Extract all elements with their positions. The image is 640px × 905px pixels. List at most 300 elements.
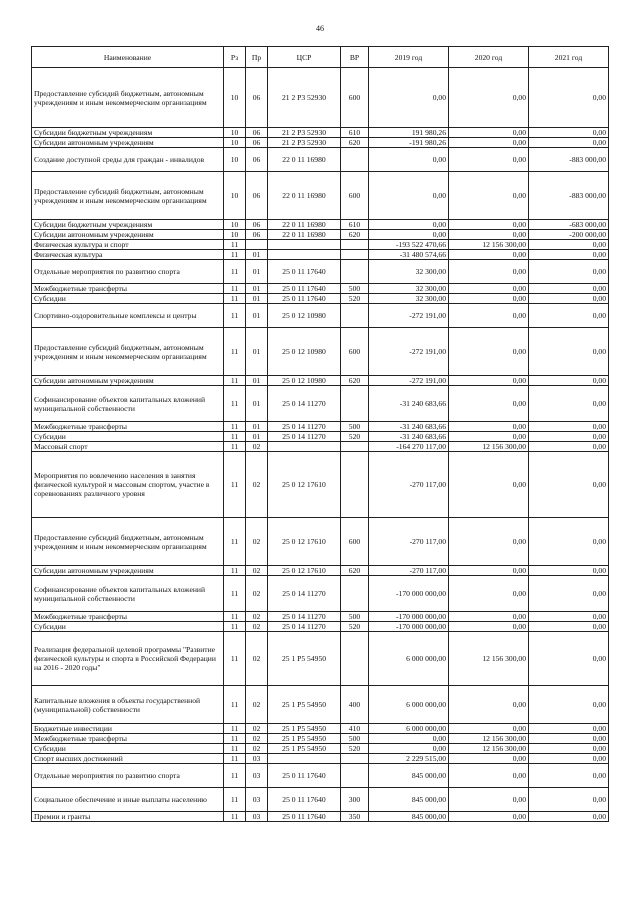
table-row [32,284,609,294]
cell-name: Физическая культура и спорт [32,240,224,250]
cell-2020: 0,00 [449,518,529,566]
cell-2021: 0,00 [529,518,609,566]
cell-pr: 06 [246,148,268,172]
cell-csr: 25 0 11 17640 [268,294,341,304]
cell-2021: 0,00 [529,422,609,432]
cell-2021: 0,00 [529,632,609,686]
cell-2019: -170 000 000,00 [369,576,449,612]
table-row [32,812,609,822]
cell-rz: 11 [224,304,246,328]
cell-2021: 0,00 [529,744,609,754]
cell-pr: 02 [246,442,268,452]
table-row [32,734,609,744]
cell-2021: 0,00 [529,284,609,294]
cell-2019: 0,00 [369,744,449,754]
header-2019: 2019 год [369,47,449,68]
cell-vr: 620 [341,376,369,386]
cell-2019: -191 980,26 [369,138,449,148]
table-row [32,294,609,304]
cell-name: Субсидии автономным учреждениям [32,138,224,148]
cell-name: Межбюджетные трансферты [32,612,224,622]
cell-pr: 06 [246,138,268,148]
cell-2021: -683 000,00 [529,220,609,230]
cell-name: Предоставление субсидий бюджетным, автономным учреждениям и иным некоммерческим организациям [32,172,224,220]
cell-2021: 0,00 [529,386,609,422]
table-row [32,304,609,328]
cell-rz: 11 [224,764,246,788]
cell-2020: 0,00 [449,576,529,612]
cell-2019: 6 000 000,00 [369,724,449,734]
cell-pr: 02 [246,566,268,576]
cell-2019: -31 240 683,66 [369,386,449,422]
cell-vr: 610 [341,128,369,138]
cell-csr: 25 0 12 10980 [268,328,341,376]
cell-pr: 01 [246,304,268,328]
cell-csr: 25 1 P5 54950 [268,744,341,754]
cell-2021: 0,00 [529,452,609,518]
table-row [32,250,609,260]
cell-rz: 10 [224,220,246,230]
cell-name: Реализация федеральной целевой программы "Развитие физической культуры и спорта в Российской Федерации на 2016 - 2020 годы" [32,632,224,686]
cell-2021: 0,00 [529,250,609,260]
cell-rz: 10 [224,172,246,220]
cell-2019: 845 000,00 [369,764,449,788]
cell-pr: 02 [246,518,268,566]
cell-2020: 0,00 [449,612,529,622]
cell-csr: 25 0 12 10980 [268,376,341,386]
cell-vr: 300 [341,788,369,812]
cell-2021: -200 000,00 [529,230,609,240]
cell-pr: 02 [246,632,268,686]
cell-rz: 11 [224,518,246,566]
cell-csr: 25 0 11 17640 [268,284,341,294]
cell-csr: 25 0 11 17640 [268,788,341,812]
cell-name: Отдельные мероприятия по развитию спорта [32,260,224,284]
cell-2020: 0,00 [449,250,529,260]
table-row [32,230,609,240]
page-number: 46 [316,24,324,33]
cell-rz: 11 [224,376,246,386]
cell-2021: -883 000,00 [529,148,609,172]
cell-csr: 22 0 11 16980 [268,172,341,220]
cell-name: Субсидии автономным учреждениям [32,376,224,386]
cell-rz: 11 [224,432,246,442]
cell-name: Субсидии бюджетным учреждениям [32,128,224,138]
cell-2021: 0,00 [529,754,609,764]
cell-csr: 25 0 14 11270 [268,386,341,422]
table-row [32,686,609,724]
cell-rz: 11 [224,284,246,294]
cell-pr: 03 [246,764,268,788]
cell-2020: 12 156 300,00 [449,632,529,686]
cell-2020: 0,00 [449,260,529,284]
cell-pr: 01 [246,294,268,304]
cell-2020: 12 156 300,00 [449,442,529,452]
cell-rz: 11 [224,632,246,686]
cell-2019: -270 117,00 [369,566,449,576]
table-row [32,442,609,452]
cell-2021: 0,00 [529,566,609,576]
cell-csr: 25 1 P5 54950 [268,686,341,724]
table-row [32,612,609,622]
cell-2020: 0,00 [449,566,529,576]
cell-2020: 12 156 300,00 [449,240,529,250]
cell-2019: -272 191,00 [369,304,449,328]
cell-2021: 0,00 [529,328,609,376]
cell-vr [341,250,369,260]
cell-csr [268,240,341,250]
cell-2019: -170 000 000,00 [369,622,449,632]
table-row [32,328,609,376]
cell-rz: 11 [224,724,246,734]
cell-2020: 0,00 [449,148,529,172]
header-csr: ЦСР [268,47,341,68]
cell-2020: 0,00 [449,230,529,240]
cell-2019: 0,00 [369,68,449,128]
cell-2019: 0,00 [369,230,449,240]
table-row [32,240,609,250]
cell-pr: 03 [246,812,268,822]
cell-name: Субсидии [32,294,224,304]
cell-rz: 10 [224,68,246,128]
cell-2020: 0,00 [449,812,529,822]
cell-name: Софинансирование объектов капитальных вложений муниципальной собственности [32,386,224,422]
cell-rz: 11 [224,576,246,612]
cell-pr: 02 [246,724,268,734]
cell-pr: 01 [246,328,268,376]
table-header-row [32,47,609,68]
cell-pr: 02 [246,622,268,632]
cell-vr: 620 [341,230,369,240]
cell-2021: 0,00 [529,128,609,138]
cell-2020: 12 156 300,00 [449,744,529,754]
cell-name: Отдельные мероприятия по развитию спорта [32,764,224,788]
table-row [32,128,609,138]
cell-vr: 520 [341,622,369,632]
cell-2019: -31 480 574,66 [369,250,449,260]
cell-vr: 520 [341,744,369,754]
table-row [32,260,609,284]
table-row [32,422,609,432]
cell-csr: 25 0 11 17640 [268,764,341,788]
cell-rz: 11 [224,260,246,284]
cell-vr [341,764,369,788]
cell-vr: 600 [341,328,369,376]
cell-name: Предоставление субсидий бюджетным, автономным учреждениям и иным некоммерческим организациям [32,68,224,128]
header-name: Наименование [32,47,224,68]
cell-2020: 0,00 [449,328,529,376]
cell-2019: 2 229 515,00 [369,754,449,764]
cell-vr: 520 [341,294,369,304]
table-row [32,138,609,148]
cell-pr: 01 [246,284,268,294]
cell-csr [268,250,341,260]
cell-2020: 0,00 [449,138,529,148]
cell-vr [341,260,369,284]
cell-rz: 11 [224,566,246,576]
cell-name: Субсидии автономным учреждениям [32,566,224,576]
cell-2020: 0,00 [449,376,529,386]
cell-csr: 25 0 14 11270 [268,432,341,442]
header-rz: Рз [224,47,246,68]
table-row [32,452,609,518]
cell-vr: 600 [341,172,369,220]
cell-2020: 12 156 300,00 [449,734,529,744]
table-row [32,576,609,612]
cell-2020: 0,00 [449,68,529,128]
cell-pr: 06 [246,172,268,220]
cell-name: Мероприятия по вовлечению населения в занятия физической культурой и массовым спортом, участие в соревнованиях различного уровня [32,452,224,518]
cell-2019: -270 117,00 [369,452,449,518]
cell-2020: 0,00 [449,220,529,230]
cell-vr [341,386,369,422]
cell-2021: 0,00 [529,432,609,442]
cell-rz: 11 [224,788,246,812]
cell-csr: 25 0 11 17640 [268,812,341,822]
cell-pr: 02 [246,576,268,612]
cell-2020: 0,00 [449,422,529,432]
cell-2019: -164 270 117,00 [369,442,449,452]
cell-rz: 10 [224,230,246,240]
cell-name: Межбюджетные трансферты [32,284,224,294]
cell-vr: 600 [341,518,369,566]
table-row [32,788,609,812]
cell-2020: 0,00 [449,386,529,422]
cell-csr: 25 0 14 11270 [268,622,341,632]
cell-2021: 0,00 [529,294,609,304]
cell-2021: 0,00 [529,260,609,284]
cell-name: Физическая культура [32,250,224,260]
cell-vr: 500 [341,422,369,432]
cell-name: Межбюджетные трансферты [32,734,224,744]
header-vr: ВР [341,47,369,68]
cell-2020: 0,00 [449,172,529,220]
cell-name: Субсидии [32,622,224,632]
cell-rz: 11 [224,250,246,260]
cell-csr: 21 2 P3 52930 [268,138,341,148]
cell-2019: -193 522 470,66 [369,240,449,250]
cell-2019: 32 300,00 [369,260,449,284]
cell-vr [341,304,369,328]
cell-vr: 500 [341,734,369,744]
cell-csr [268,442,341,452]
cell-csr: 22 0 11 16980 [268,230,341,240]
cell-csr: 25 0 12 17610 [268,566,341,576]
cell-pr: 02 [246,686,268,724]
cell-2021: 0,00 [529,612,609,622]
cell-2019: 0,00 [369,734,449,744]
cell-csr: 21 2 P3 52930 [268,68,341,128]
table-body [32,68,609,822]
cell-vr [341,442,369,452]
cell-pr: 03 [246,788,268,812]
header-2020: 2020 год [449,47,529,68]
cell-csr: 25 0 12 10980 [268,304,341,328]
cell-vr [341,576,369,612]
cell-name: Массовый спорт [32,442,224,452]
cell-2020: 0,00 [449,304,529,328]
cell-rz: 11 [224,294,246,304]
cell-name: Бюджетные инвестиции [32,724,224,734]
cell-rz: 10 [224,128,246,138]
cell-csr: 22 0 11 16980 [268,220,341,230]
table-row [32,622,609,632]
cell-2020: 0,00 [449,284,529,294]
cell-vr: 500 [341,284,369,294]
cell-pr: 06 [246,128,268,138]
table-row [32,386,609,422]
table-row [32,172,609,220]
cell-pr: 06 [246,230,268,240]
cell-name: Спортивно-оздоровительные комплексы и центры [32,304,224,328]
cell-pr: 03 [246,754,268,764]
cell-rz: 11 [224,686,246,724]
cell-2021: 0,00 [529,622,609,632]
cell-2021: 0,00 [529,764,609,788]
cell-vr: 620 [341,138,369,148]
table-row [32,518,609,566]
cell-pr: 02 [246,734,268,744]
cell-2020: 0,00 [449,622,529,632]
cell-pr: 02 [246,452,268,518]
cell-vr: 610 [341,220,369,230]
table-row [32,764,609,788]
budget-table [31,46,609,822]
table-row [32,754,609,764]
cell-pr: 01 [246,432,268,442]
cell-rz: 11 [224,240,246,250]
cell-rz: 11 [224,328,246,376]
table-row [32,744,609,754]
cell-csr: 25 1 P5 54950 [268,724,341,734]
cell-2019: -170 000 000,00 [369,612,449,622]
cell-2020: 0,00 [449,788,529,812]
cell-vr: 500 [341,612,369,622]
cell-2020: 0,00 [449,754,529,764]
cell-csr [268,754,341,764]
cell-2020: 0,00 [449,432,529,442]
cell-name: Социальное обеспечение и иные выплаты населению [32,788,224,812]
cell-2019: 0,00 [369,172,449,220]
cell-2021: 0,00 [529,442,609,452]
cell-name: Спорт высших достижений [32,754,224,764]
table-row [32,148,609,172]
cell-2019: 0,00 [369,148,449,172]
cell-2021: 0,00 [529,68,609,128]
cell-2019: 845 000,00 [369,788,449,812]
cell-2020: 0,00 [449,686,529,724]
cell-csr: 25 0 12 17610 [268,518,341,566]
cell-rz: 10 [224,138,246,148]
cell-pr: 01 [246,376,268,386]
cell-pr: 01 [246,386,268,422]
cell-name: Премии и гранты [32,812,224,822]
table-row [32,632,609,686]
cell-rz: 11 [224,452,246,518]
cell-rz: 11 [224,734,246,744]
header-pr: Пр [246,47,268,68]
cell-name: Субсидии бюджетным учреждениям [32,220,224,230]
cell-2021: 0,00 [529,376,609,386]
cell-name: Предоставление субсидий бюджетным, автономным учреждениям и иным некоммерческим организациям [32,518,224,566]
cell-vr: 350 [341,812,369,822]
cell-2019: -270 117,00 [369,518,449,566]
cell-rz: 11 [224,622,246,632]
cell-2021: -883 000,00 [529,172,609,220]
cell-rz: 11 [224,754,246,764]
cell-vr: 410 [341,724,369,734]
cell-2020: 0,00 [449,764,529,788]
cell-pr: 01 [246,250,268,260]
cell-2021: 0,00 [529,240,609,250]
cell-csr: 25 0 14 11270 [268,422,341,432]
cell-vr [341,240,369,250]
table-row [32,724,609,734]
table-row [32,376,609,386]
cell-csr: 25 0 14 11270 [268,576,341,612]
cell-vr [341,148,369,172]
cell-2021: 0,00 [529,138,609,148]
cell-2019: 845 000,00 [369,812,449,822]
cell-2020: 0,00 [449,128,529,138]
cell-vr [341,452,369,518]
cell-rz: 11 [224,812,246,822]
cell-2021: 0,00 [529,788,609,812]
cell-pr: 02 [246,612,268,622]
cell-2019: 6 000 000,00 [369,632,449,686]
cell-2019: -272 191,00 [369,376,449,386]
cell-name: Субсидии автономным учреждениям [32,230,224,240]
cell-2019: 32 300,00 [369,284,449,294]
cell-pr [246,240,268,250]
table-row [32,68,609,128]
cell-2021: 0,00 [529,686,609,724]
cell-pr: 01 [246,260,268,284]
cell-csr: 21 2 P3 52930 [268,128,341,138]
cell-vr [341,754,369,764]
cell-2019: -31 240 683,66 [369,422,449,432]
cell-csr: 25 0 14 11270 [268,612,341,622]
cell-2020: 0,00 [449,294,529,304]
table-row [32,566,609,576]
cell-name: Субсидии [32,432,224,442]
cell-pr: 06 [246,220,268,230]
cell-name: Межбюджетные трансферты [32,422,224,432]
cell-vr: 400 [341,686,369,724]
cell-csr: 25 1 P5 54950 [268,632,341,686]
table-row [32,432,609,442]
cell-2021: 0,00 [529,734,609,744]
cell-csr: 22 0 11 16980 [268,148,341,172]
cell-vr: 600 [341,68,369,128]
cell-2019: 0,00 [369,220,449,230]
cell-name: Софинансирование объектов капитальных вложений муниципальной собственности [32,576,224,612]
cell-2019: -272 191,00 [369,328,449,376]
cell-csr: 25 0 12 17610 [268,452,341,518]
cell-pr: 06 [246,68,268,128]
cell-rz: 11 [224,612,246,622]
cell-rz: 11 [224,442,246,452]
cell-2021: 0,00 [529,304,609,328]
cell-name: Создание доступной среды для граждан - инвалидов [32,148,224,172]
cell-rz: 11 [224,386,246,422]
cell-2019: 32 300,00 [369,294,449,304]
cell-vr: 620 [341,566,369,576]
cell-name: Предоставление субсидий бюджетным, автономным учреждениям и иным некоммерческим организациям [32,328,224,376]
cell-name: Капитальные вложения в объекты государственной (муниципальной) собственности [32,686,224,724]
table-row [32,220,609,230]
cell-pr: 02 [246,744,268,754]
